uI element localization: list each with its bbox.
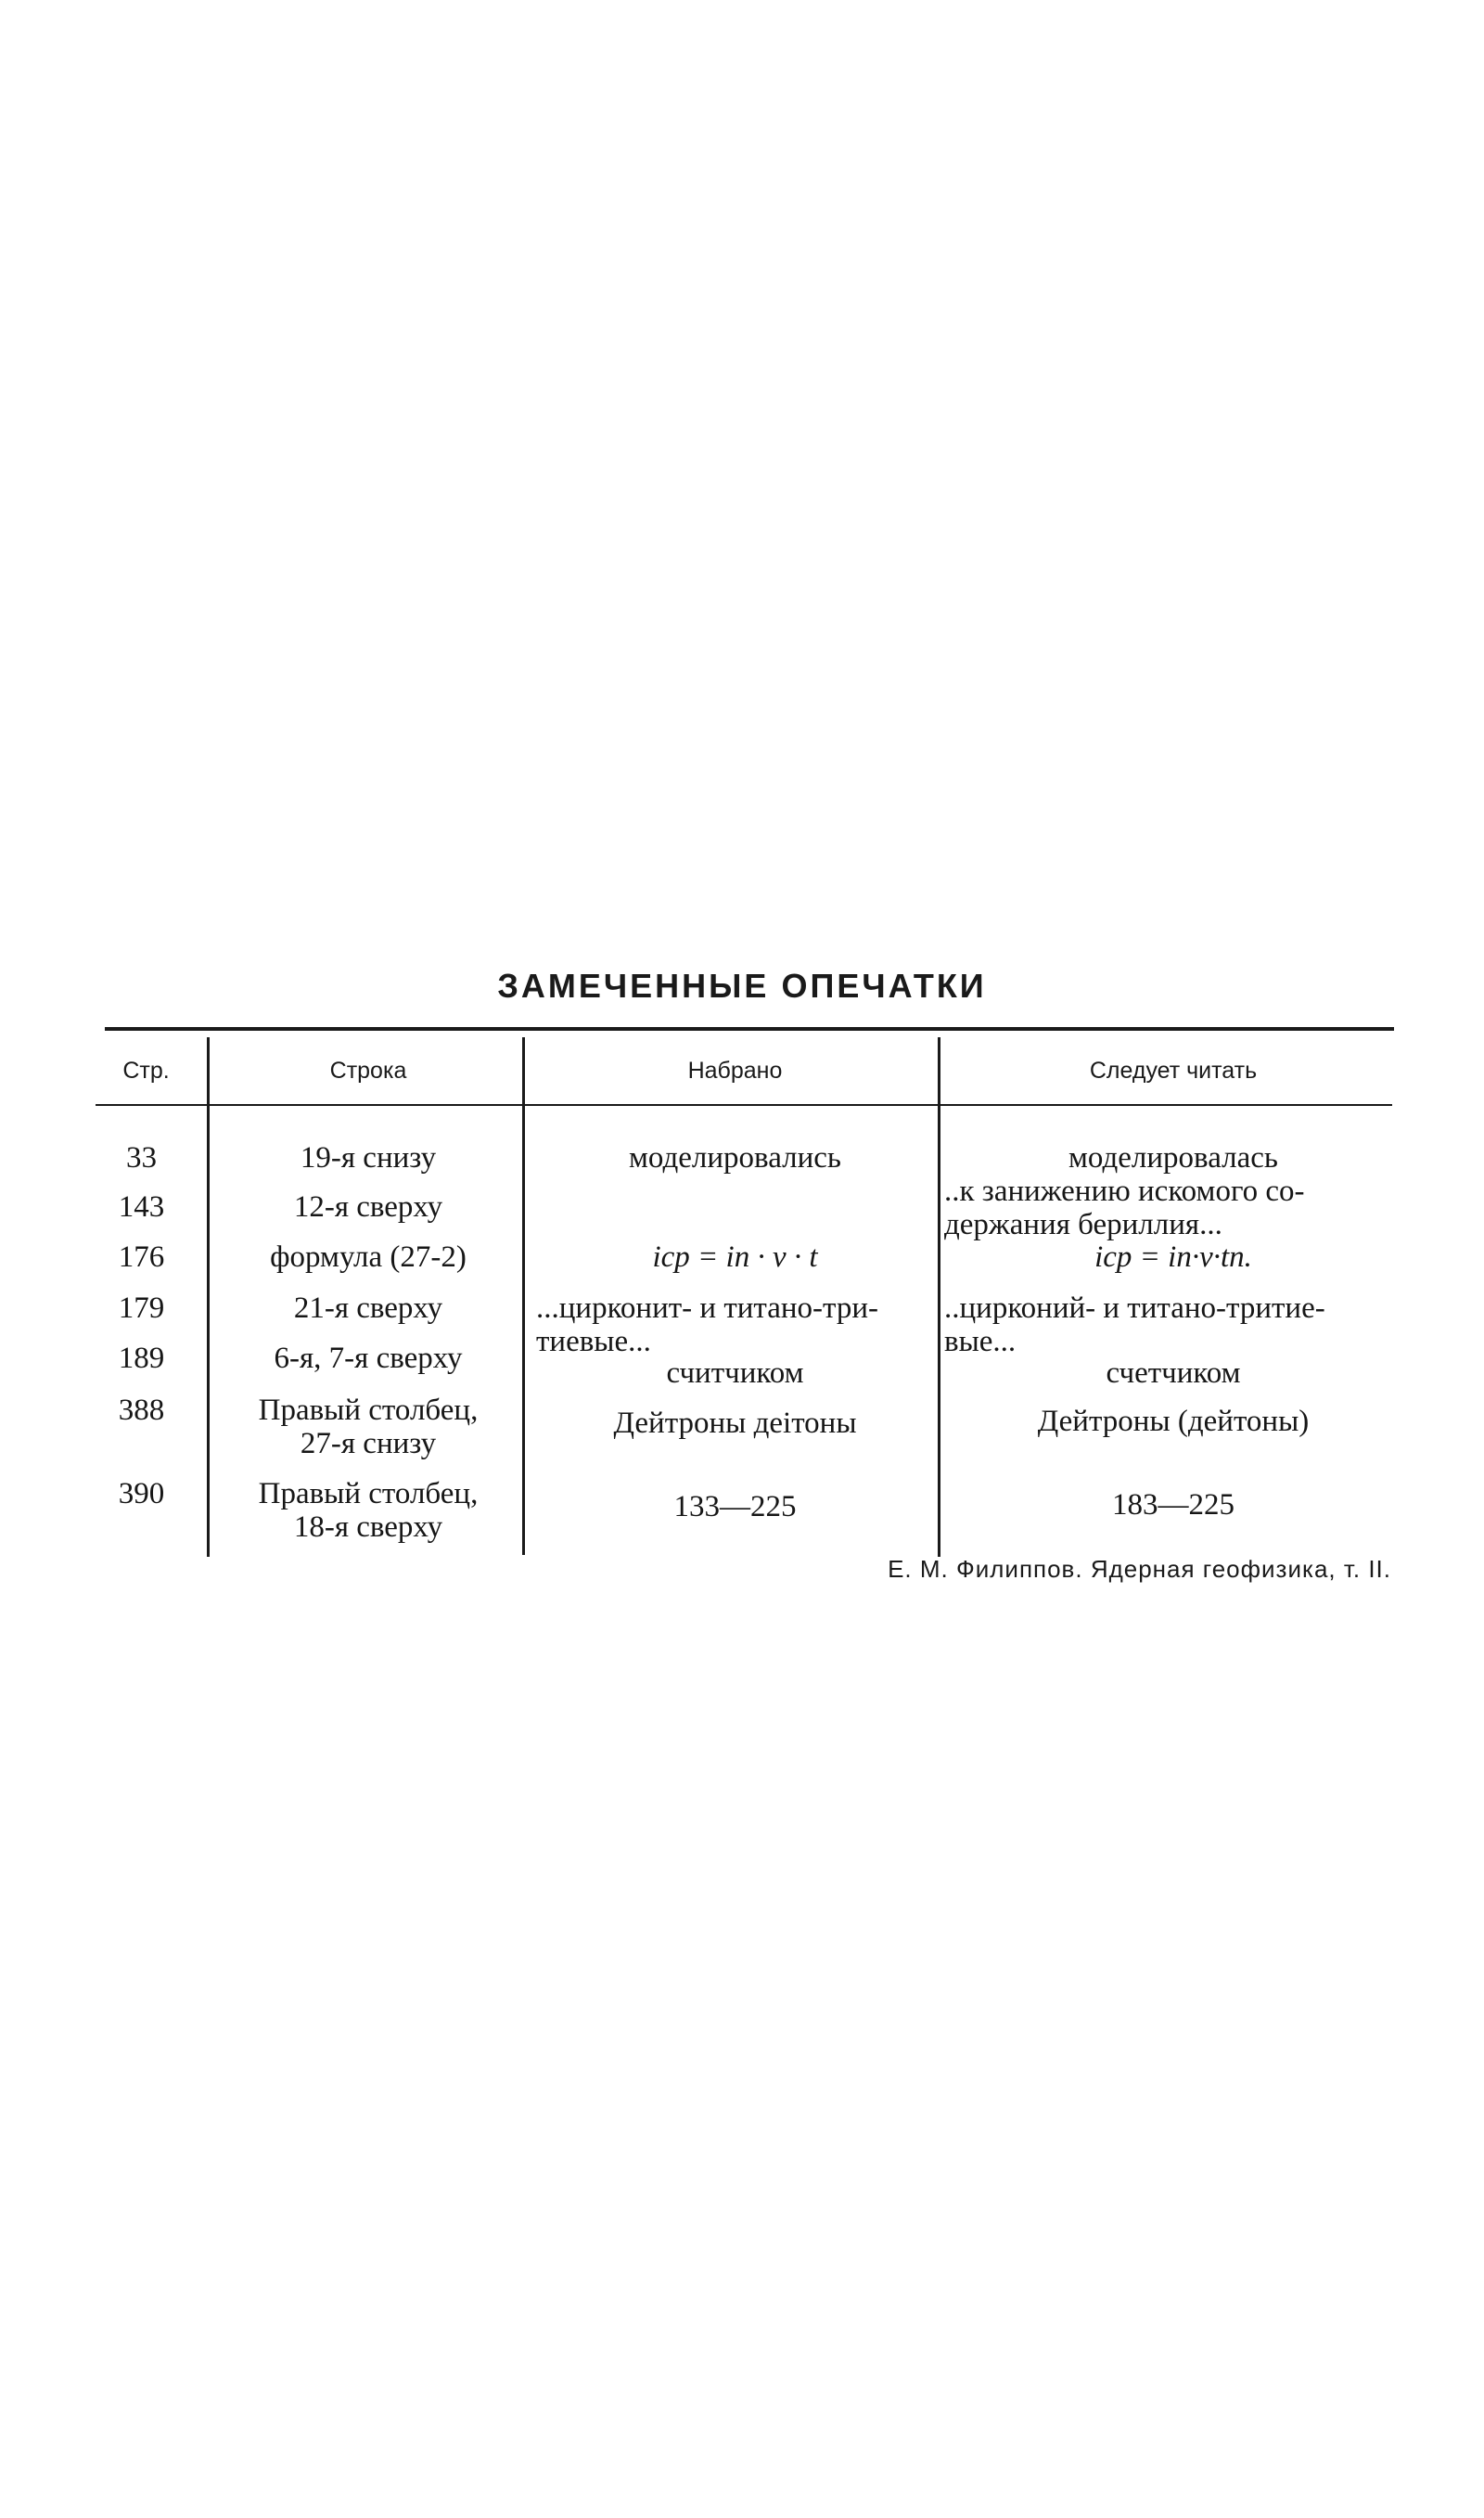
column-divider-1 [207,1037,210,1557]
cell-page: 143 [118,1190,165,1224]
cell-typed: Дейтроны деітоны [613,1407,857,1440]
cell-read: iср = iп·ν·tп. [1094,1240,1252,1274]
cell-page: 388 [118,1394,165,1427]
cell-page: 33 [126,1141,157,1175]
cell-line: 6-я, 7-я сверху [274,1342,463,1375]
header-page: Стр. [122,1058,170,1084]
cell-read-line-1: ..к занижению искомого со- [944,1175,1305,1208]
cell-typed: 133—225 [673,1490,797,1523]
cell-typed-line-1: ...цирконит- и титано-три- [536,1291,878,1325]
cell-page: 176 [118,1240,165,1274]
column-divider-2 [522,1037,525,1555]
cell-line-2: 18-я сверху [293,1510,443,1544]
cell-typed: iср = iп · ν · t [652,1240,818,1274]
cell-line: 12-я сверху [293,1190,443,1224]
cell-typed: моделировались [629,1141,841,1175]
page-title: ЗАМЕЧЕННЫЕ ОПЕЧАТКИ [497,967,987,1005]
cell-page: 179 [118,1291,165,1325]
cell-read: счетчиком [1106,1356,1241,1390]
cell-line: 19-я снизу [300,1141,437,1175]
cell-read: Дейтроны (дейтоны) [1037,1405,1310,1438]
footer-citation: Е. М. Филиппов. Ядерная геофизика, т. II. [888,1555,1391,1583]
header-line: Строка [329,1058,407,1084]
header-read: Следует читать [1089,1058,1258,1084]
cell-typed: считчиком [666,1356,804,1390]
cell-read-line-2: вые... [944,1325,1017,1358]
cell-line: формула (27-2) [270,1240,467,1274]
cell-line: 21-я сверху [293,1291,443,1325]
cell-line-2: 27-я снизу [300,1427,437,1460]
header-typed: Набрано [687,1058,783,1084]
table-top-rule [105,1027,1394,1031]
cell-read: 183—225 [1112,1488,1235,1522]
table-header-rule [96,1104,1392,1106]
cell-line-1: Правый столбец, [258,1477,479,1510]
cell-page: 390 [118,1477,165,1510]
cell-read-line-2: держания бериллия... [944,1208,1222,1241]
cell-typed-line-2: тиевые... [536,1325,651,1358]
cell-page: 189 [118,1342,165,1375]
cell-line-1: Правый столбец, [258,1394,479,1427]
cell-read-line-1: ..цирконий- и титано-тритие- [944,1291,1325,1325]
cell-read: моделировалась [1068,1141,1278,1175]
